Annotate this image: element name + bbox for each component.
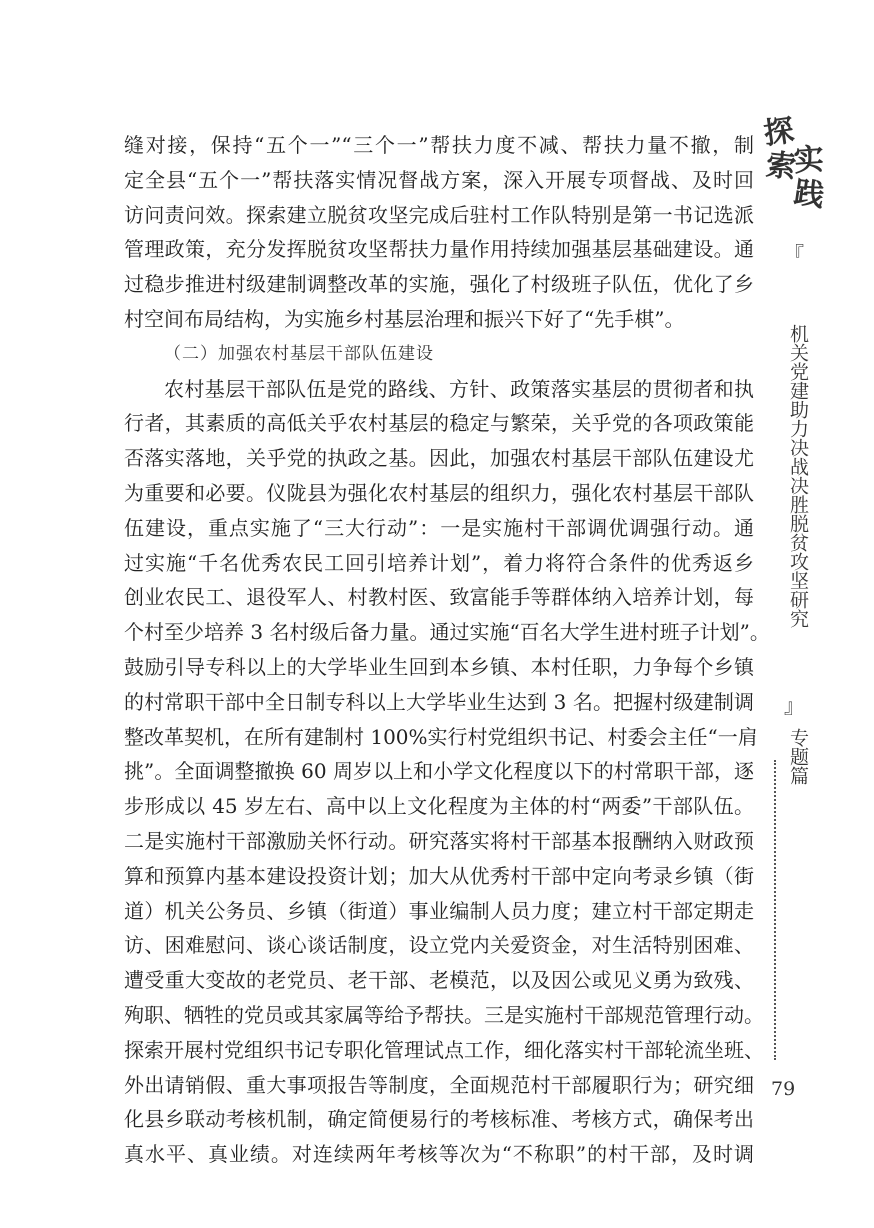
text-line: 定全县“五个一”帮扶落实情况督战方案，深入开展专项督战、及时回 <box>124 167 754 192</box>
text-line: 二是实施村干部激励关怀行动。研究落实将村干部基本报酬纳入财政预 <box>124 828 754 853</box>
text-line: 遭受重大变故的老党员、老干部、老模范，以及因公或见义勇为致残、 <box>124 968 754 993</box>
text-line: 挑”。全面调整撤换 60 周岁以上和小学文化程度以下的村常职干部，逐 <box>124 759 754 784</box>
brand-char: 探 <box>761 113 797 152</box>
text-line: 伍建设，重点实施了“三大行动”：一是实施村干部调优调强行动。通 <box>124 515 754 540</box>
text-line: 农村基层干部队伍是党的路线、方针、政策落实基层的贯彻者和执 <box>164 376 754 401</box>
series-title: 机关党建助力决战决胜脱贫攻坚研究 <box>787 324 809 628</box>
bracket-open: 『 <box>784 242 804 266</box>
text-line: 过实施“千名优秀农民工回引培养计划”，着力将符合条件的优秀返乡 <box>124 550 754 575</box>
section-label: 专题篇 <box>787 727 809 785</box>
text-line: 为重要和必要。仪陇县为强化农村基层的组织力，强化农村基层干部队 <box>124 480 754 505</box>
text-line: 步形成以 45 岁左右、高中以上文化程度为主体的村“两委”干部队伍。 <box>124 794 754 819</box>
text-line: 访、困难慰问、谈心谈话制度，设立党内关爱资金，对生活特别困难、 <box>124 933 754 958</box>
text-line: 真水平、真业绩。对连续两年考核等次为“不称职”的村干部，及时调 <box>124 1142 754 1167</box>
text-line: 行者，其素质的高低关乎农村基层的稳定与繁荣，关乎党的各项政策能 <box>124 411 754 436</box>
brand-char: 践 <box>791 175 827 214</box>
text-line: 整改革契机，在所有建制村 100%实行村党组织书记、村委会主任“一肩 <box>124 724 758 749</box>
text-line: 殉职、牺牲的党员或其家属等给予帮扶。三是实施村干部规范管理行动。 <box>124 1002 764 1027</box>
text-line: 过稳步推进村级建制调整改革的实施，强化了村级班子队伍，优化了乡 <box>124 272 754 297</box>
section-heading: （二）加强农村基层干部队伍建设 <box>164 343 434 364</box>
dotted-divider <box>774 760 776 1060</box>
text-line: 鼓励引导专科以上的大学毕业生回到本乡镇、本村任职，力争每个乡镇 <box>124 654 754 679</box>
text-line: 外出请销假、重大事项报告等制度，全面规范村干部履职行为；研究细 <box>124 1072 754 1097</box>
text-line: 探索开展村党组织书记专职化管理试点工作，细化落实村干部轮流坐班、 <box>124 1037 764 1062</box>
text-line: 算和预算内基本建设投资计划；加大从优秀村干部中定向考录乡镇（街 <box>124 863 754 888</box>
text-line: 化县乡联动考核机制，确定简便易行的考核标准、考核方式，确保考出 <box>124 1107 754 1132</box>
text-line: 村空间布局结构，为实施乡村基层治理和振兴下好了“先手棋”。 <box>124 306 685 331</box>
brand-char: 索 <box>764 147 798 186</box>
brand-char: 实 <box>792 141 826 180</box>
text-line: 个村至少培养 3 名村级后备力量。通过实施“百名大学生进村班子计划”。 <box>124 620 770 645</box>
text-line: 创业农民工、退役军人、村教村医、致富能手等群体纳入培养计划，每 <box>124 585 754 610</box>
bracket-close: 』 <box>784 694 804 718</box>
text-line: 访问责问效。探索建立脱贫攻坚完成后驻村工作队特别是第一书记选派 <box>124 202 754 227</box>
body-text <box>124 128 770 1172</box>
text-line: 的村常职干部中全日制专科以上大学毕业生达到 3 名。把握村级建制调 <box>124 689 754 714</box>
text-line: 缝对接，保持“五个一”“三个一”帮扶力度不减、帮扶力量不撤，制 <box>124 133 754 157</box>
page-number: 79 <box>771 1078 796 1100</box>
brand-logo <box>761 113 827 228</box>
text-line: 否落实落地，关乎党的执政之基。因此，加强农村基层干部队伍建设尤 <box>124 446 754 471</box>
text-line: 道）机关公务员、乡镇（街道）事业编制人员力度；建立村干部定期走 <box>124 898 754 923</box>
text-line: 管理政策，充分发挥脱贫攻坚帮扶力量作用持续加强基层基础建设。通 <box>124 237 754 262</box>
